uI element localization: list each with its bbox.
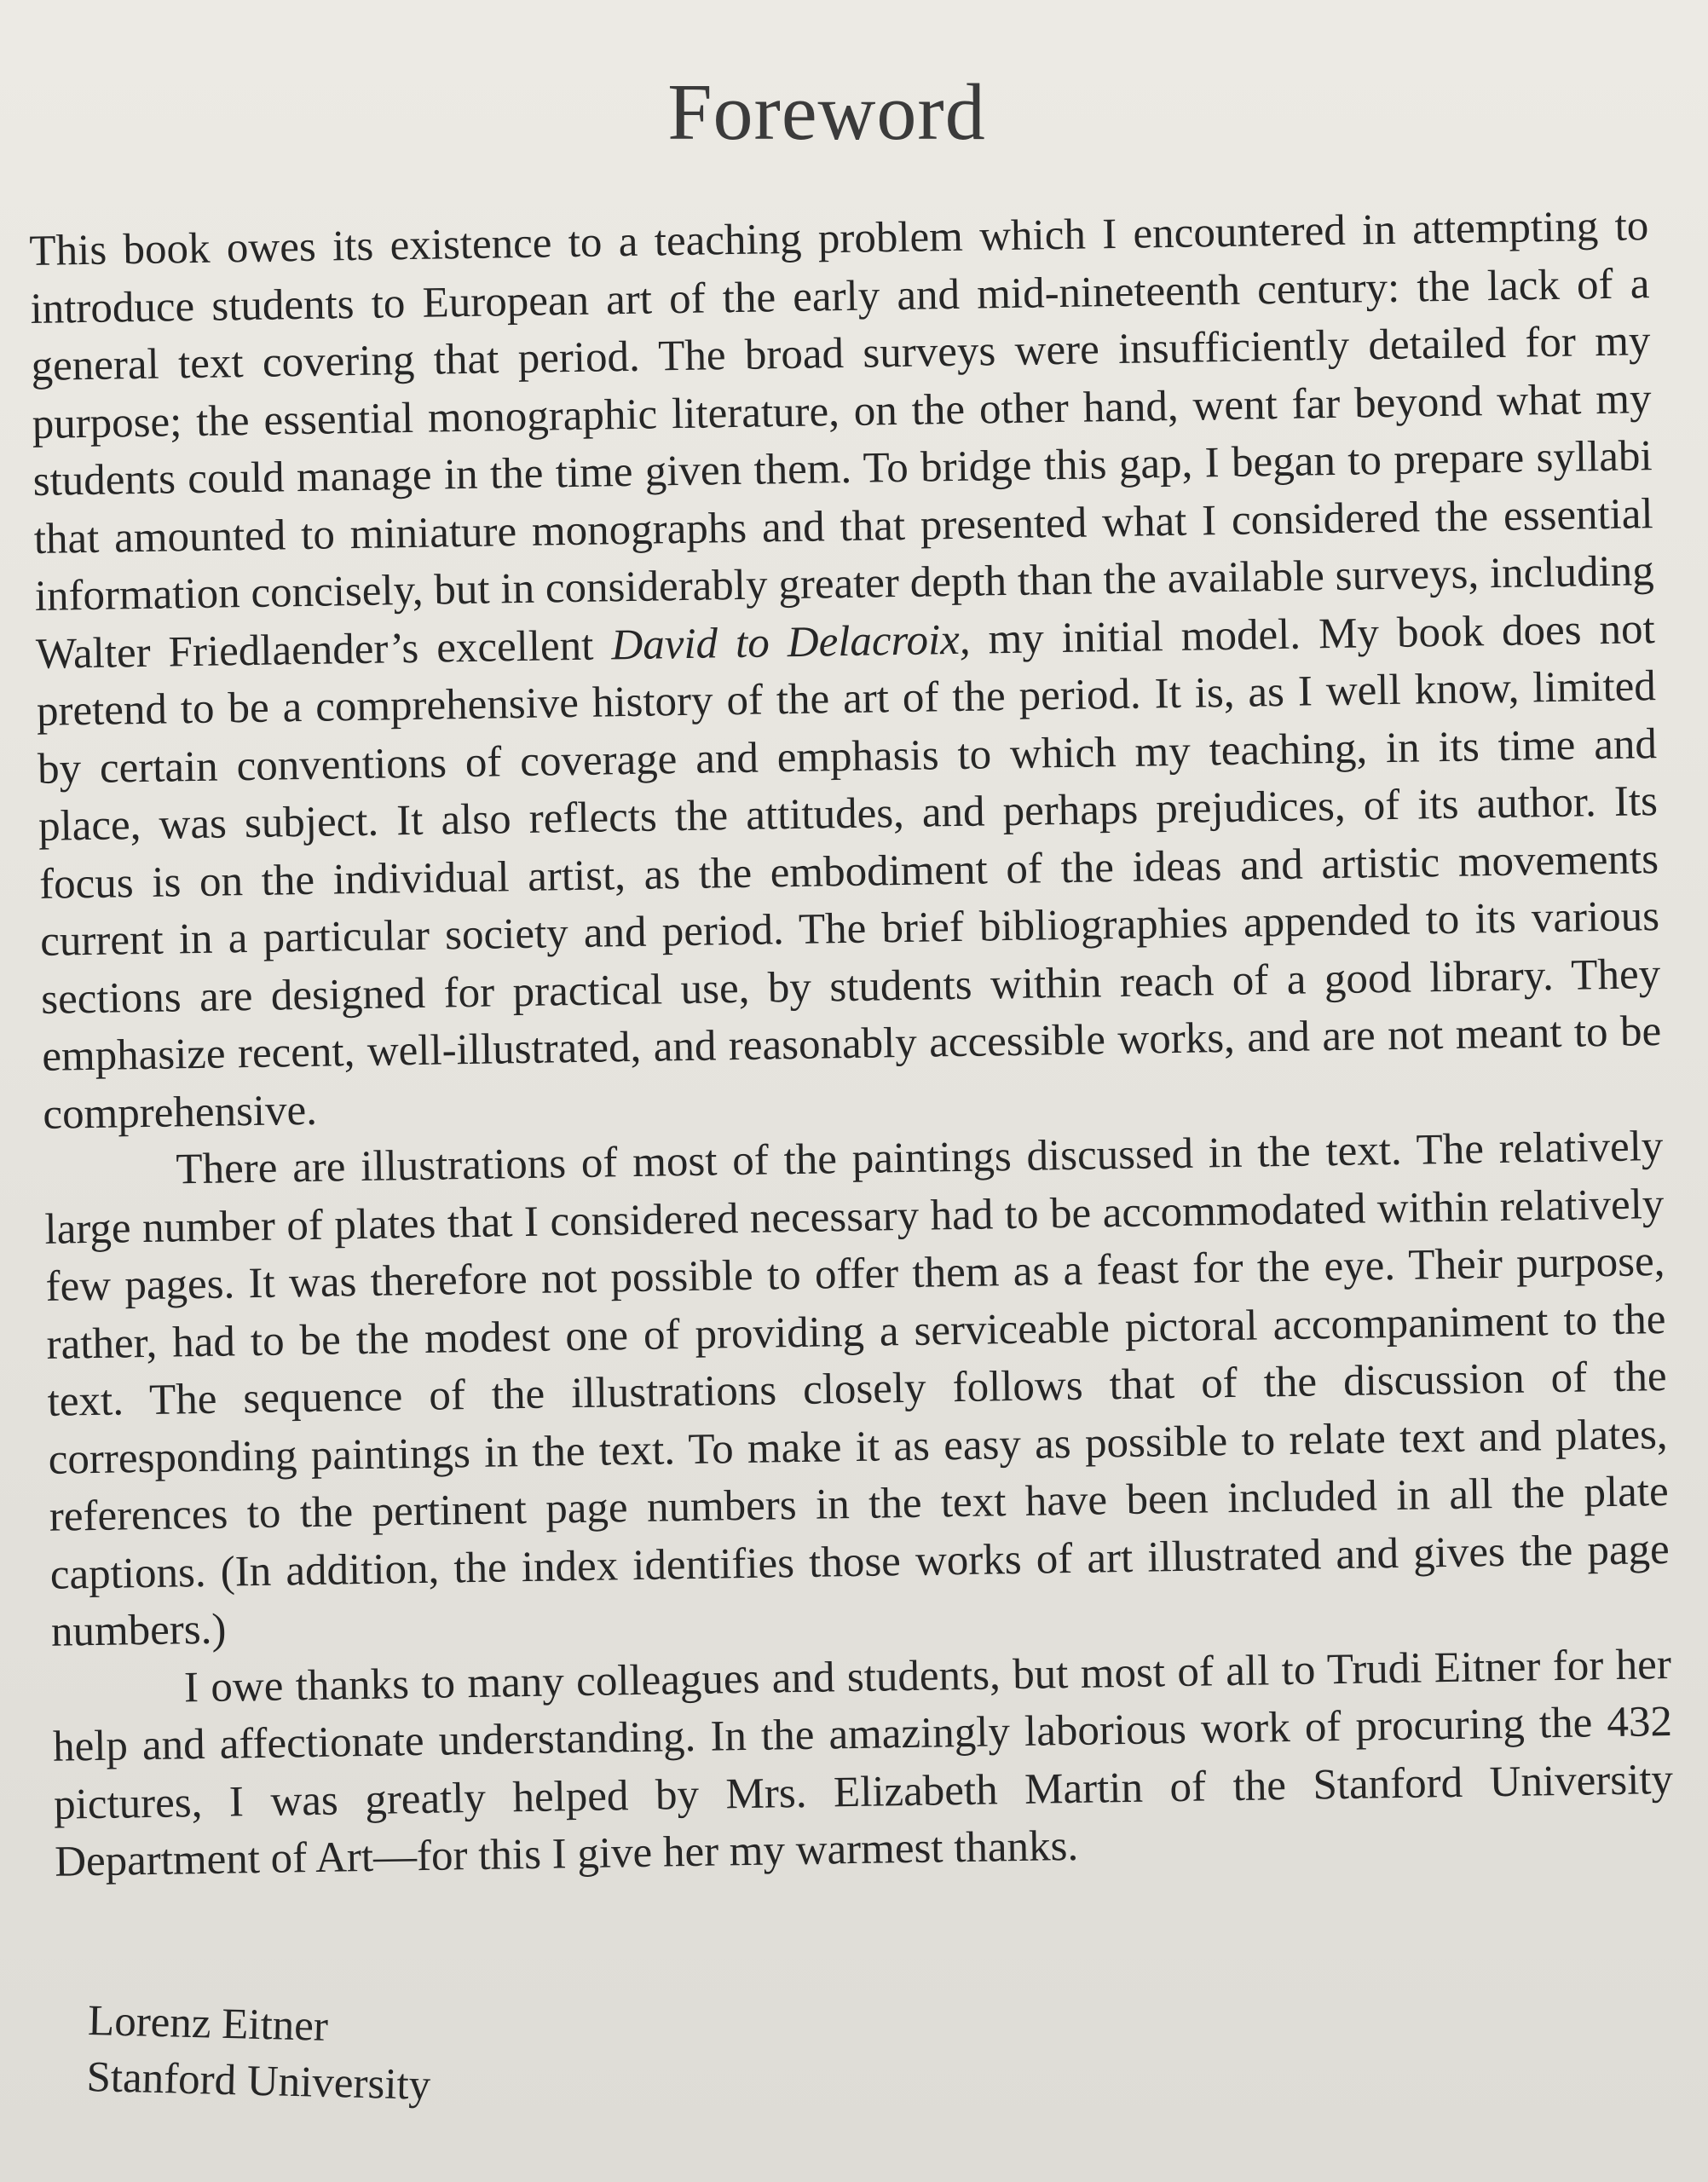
paragraph-1 — [29, 198, 1663, 1144]
paragraph-2: There are illustrations of most of the paintings discussed in the text. The relatively large number of plates that I considered necessary had to be accommodated within relatively few pages. It was therefore not possible to offer them as a feast for the eye. Their purpose, rather, had to be the modest one of providing a serviceable pictoral accompaniment to the text. The sequence of the illustrations closely follows that of the discussion of the corresponding paintings in the text. To make it as easy as possible to relate text and plates, references to the pertinent page numbers in the text have been included in all the plate captions. (In addition, the index identifies those works of art illustrated and gives the page numbers.) — [44, 1123, 1670, 1656]
paragraph-3: I owe thanks to many colleagues and students, but most of all to Trudi Eitner for her help and affectionate understanding. In the amazingly laborious work of procuring the 432 pictures, I was greatly helped by Mrs. Elizabeth Martin of the Stanford University Department of Art—for this I give her my warmest thanks. — [52, 1640, 1674, 1886]
paragraph-1-text-start: This book owes its existence to a teaching problem which I encountered in attempting to introduce students to European art of the early and mid-nineteenth century: the lack of a general text covering that period. The broad surveys were insufficiently detailed for my purpose; the essential monographic literature, on the other hand, went far beyond what my students could manage in the time given them. To bridge this gap, I began to prepare syllabi that amounted to miniature monographs and that presented what I considered the essential information concisely, but in considerably greater depth than the available surveys, including Walter Friedlaender’s excellent — [29, 202, 1655, 678]
author-affiliation: Stanford University — [85, 2052, 431, 2110]
signature-block — [86, 1993, 433, 2114]
author-name: Lorenz Eitner — [87, 1996, 329, 2051]
foreword-body — [29, 198, 1675, 1891]
book-title-italic: David to Delacroix, — [610, 615, 971, 669]
paragraph-1-text-end: my initial model. My book does not pretend to be a comprehensive history of the art of the period. It is, as I well know, limited by certain conventions of coverage and emphasis to which my teaching, in its time and place, was subject. It also reflects the attitudes, and perhaps prejudices, of its author. Its focus is on the individual artist, as the embodiment of the ideas and artistic movements current in a particular society and period. The brief bibliographies appended to its various sections are designed for practical use, by students within reach of a good library. They emphasize recent, well-illustrated, and reasonably accessible works, and are not meant to be comprehensive. — [36, 604, 1662, 1139]
page-title: Foreword — [667, 68, 986, 157]
